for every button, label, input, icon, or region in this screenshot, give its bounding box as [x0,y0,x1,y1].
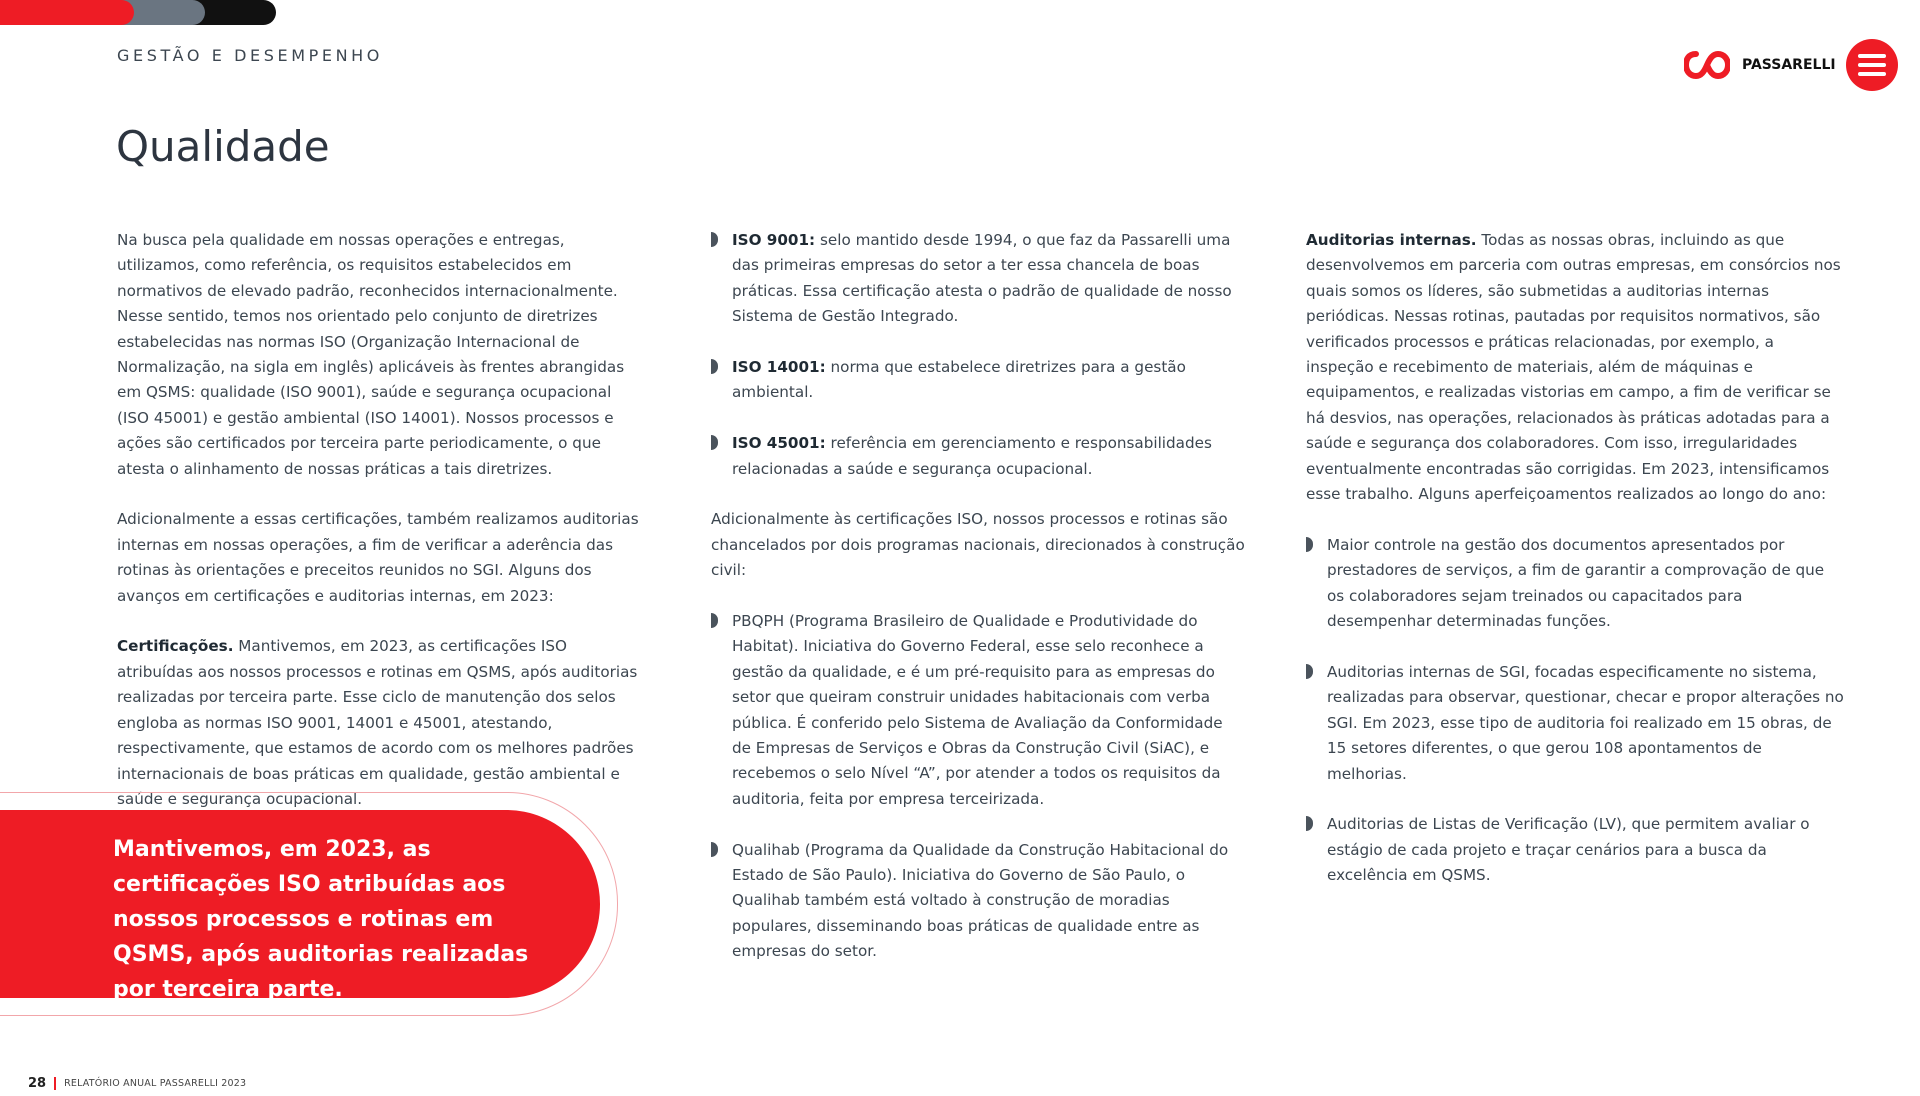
footer [28,1076,246,1091]
menu-icon-line [1858,54,1886,58]
menu-icon-line [1858,63,1886,67]
paragraph-lead: Certificações. [117,637,234,656]
item-title: ISO 45001: [732,434,826,453]
section-label: GESTÃO E DESEMPENHO [117,46,383,65]
bullet-icon [711,232,718,247]
progress-bar [0,0,276,25]
passarelli-logo[interactable] [1684,50,1836,80]
callout-text: Mantivemos, em 2023, as certificações ISO atribuídas aos nossos processos e rotinas em QSMS, após auditorias realizadas por terceira parte. [113,837,529,1002]
paragraph: Adicionalmente a essas certificações, também realizamos auditorias internas em nossas operações, a fim de verificar a aderência das rotinas às orientações e preceitos reunidos no SGI. Alguns dos avanços em certificações e auditorias internas, em 2023: [117,510,639,605]
paragraph-certificacoes [117,634,647,812]
page-title: Qualidade [116,122,330,171]
item-text: PBQPH (Programa Brasileiro de Qualidade e Produtividade do Habitat). Iniciativa do Governo Federal, esse selo reconhece a gestão da qualidade, e é um pré-requisito para as empresas do setor que queiram construir unidades habitacionais com verba pública. É conferido pelo Sistema de Avaliação da Conformidade de Empresas de Serviços e Obras da Construção Civil (SiAC), e recebemos o selo Nível “A”, por atender a todos os requisitos da auditoria, feita por empresa terceirizada. [732,612,1223,808]
item-text: Qualihab (Programa da Qualidade da Construção Habitacional do Estado de São Paulo). Iniciativa do Governo de São Paulo, o Qualihab também está voltado à construção de moradias populares, disseminando boas práticas de qualidade entre as empresas do setor. [732,840,1229,961]
footer-text: RELATÓRIO ANUAL PASSARELLI 2023 [64,1078,247,1089]
item-text: norma que estabelece diretrizes para a gestão ambiental. [732,358,1186,402]
iso-14001-item [711,355,1246,406]
column-1 [117,228,647,838]
bullet-icon [711,359,718,374]
iso-45001-item [711,431,1246,482]
bullet-icon [1306,664,1313,679]
paragraph-body: Mantivemos, em 2023, as certificações ISO atribuídas aos nossos processos e rotinas em QSMS, após auditorias realizadas por terceira parte. Esse ciclo de manutenção dos selos engloba as normas ISO 9001, 14001 e 45001, atestando, respectivamente, que estamos de acordo com os melhores padrões internacionais de boas práticas em qualidade, gestão ambiental e saúde e segurança ocupacional. [117,637,638,808]
item-text: referência em gerenciamento e responsabilidades relacionadas a saúde e segurança ocupacional. [732,434,1212,478]
logo-text: PASSARELLI [1742,57,1836,73]
menu-button[interactable] [1846,39,1898,91]
progress-segment-red [0,0,134,25]
bullet-icon [1306,816,1313,831]
item-text: Auditorias de Listas de Verificação (LV), que permitem avaliar o estágio de cada projeto e traçar cenários para a busca da excelência em QSMS. [1327,815,1810,885]
bullet-icon [1306,537,1313,552]
page-number: 28 [28,1076,47,1091]
item-text: Auditorias internas de SGI, focadas especificamente no sistema, realizadas para observar, questionar, checar e propor alterações no SGI. Em 2023, esse tipo de auditoria foi realizado em 15 obras, de 15 setores diferentes, o que gerou 108 apontamentos de melhorias. [1327,662,1844,783]
menu-icon-line [1858,72,1886,76]
footer-divider [54,1077,56,1090]
qualihab-item [711,838,1246,965]
item-title: ISO 9001: [732,231,816,249]
paragraph: Adicionalmente às certificações ISO, nossos processos e rotinas são chancelados por dois programas nacionais, direcionados à construção civil: [711,510,1245,580]
item-text: selo mantido desde 1994, o que faz da Passarelli uma das primeiras empresas do setor a ter essa chancela de boas práticas. Essa certificação atesta o padrão de qualidade de nosso Sistema de Gestão Integrado. [732,231,1232,326]
column-2 [711,228,1246,990]
bullet-icon [711,613,718,628]
list-item [1306,533,1846,635]
bullet-icon [711,842,718,857]
iso-9001-item [711,228,1246,330]
item-text: Maior controle na gestão dos documentos apresentados por prestadores de serviços, a fim de garantir a comprovação de que os colaboradores sejam treinados ou capacitados para desempenhar determinadas funções. [1327,535,1825,631]
bullet-icon [711,435,718,450]
column-3 [1306,228,1846,914]
paragraph-lead: Auditorias internas. [1306,231,1477,249]
pbqph-item [711,609,1246,812]
paragraph-auditorias [1306,228,1846,507]
item-title: ISO 14001: [732,358,826,377]
paragraph: Na busca pela qualidade em nossas operações e entregas, utilizamos, como referência, os requisitos estabelecidos em normativos de elevado padrão, reconhecidos internacionalmente. Nesse sentido, temos nos orientado pelo conjunto de diretrizes estabelecidas nas normas ISO (Organização Internacional de Normalização, na sigla em inglês) aplicáveis às frentes abrangidas em QSMS: qualidade (ISO 9001), saúde e segurança ocupacional (ISO 45001) e gestão ambiental (ISO 14001). Nossos processos e ações são certificados por terceira parte periodicamente, o que atesta o alinhamento de nossas práticas a tais diretrizes. [117,231,625,478]
paragraph-body: Todas as nossas obras, incluindo as que desenvolvemos em parceria com outras empresas, em consórcios nos quais somos os líderes, são submetidas a auditorias internas periódicas. Nessas rotinas, pautadas por requisitos normativos, são verificados processos e práticas relacionadas, por exemplo, a inspeção e recebimento de materiais, além de máquinas e equipamentos, e realizadas vistorias em campo, a fim de verificar se há desvios, nas operações, relacionados às práticas adotadas para a saúde e segurança dos colaboradores. Com isso, irregularidades eventualmente encontradas são corrigidas. Em 2023, intensificamos esse trabalho. Alguns aperfeiçoamentos realizados ao longo do ano: [1306,231,1841,504]
passarelli-logo-icon [1684,50,1730,80]
list-item [1306,660,1846,787]
list-item [1306,812,1846,888]
